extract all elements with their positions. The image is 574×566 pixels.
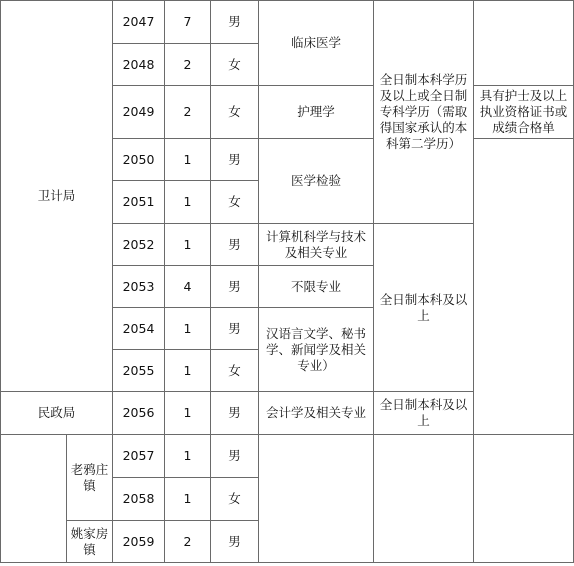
gender: 女 xyxy=(211,86,259,139)
major-cs: 计算机科学与技术及相关专业 xyxy=(259,224,374,266)
other-empty xyxy=(474,1,574,86)
other-empty xyxy=(474,435,574,563)
position-code: 2056 xyxy=(113,392,165,435)
hire-count: 1 xyxy=(165,308,211,350)
position-code: 2058 xyxy=(113,478,165,521)
major-nursing: 护理学 xyxy=(259,86,374,139)
position-code: 2048 xyxy=(113,44,165,86)
education-medical: 全日制本科学历及以上或全日制专科学历（需取得国家承认的本科第二学历） xyxy=(374,1,474,224)
hire-count: 1 xyxy=(165,181,211,224)
unit-laoyazhuang: 老鸦庄镇 xyxy=(67,435,113,521)
hire-count: 1 xyxy=(165,478,211,521)
other-nurse-cert: 具有护士及以上执业资格证书或成绩合格单 xyxy=(474,86,574,139)
unit-weijiju: 卫计局 xyxy=(1,1,113,392)
hire-count: 4 xyxy=(165,266,211,308)
position-code: 2052 xyxy=(113,224,165,266)
major-empty xyxy=(259,435,374,563)
gender: 女 xyxy=(211,478,259,521)
gender: 男 xyxy=(211,266,259,308)
position-code: 2051 xyxy=(113,181,165,224)
position-code: 2057 xyxy=(113,435,165,478)
gender: 男 xyxy=(211,308,259,350)
gender: 女 xyxy=(211,350,259,392)
gender: 男 xyxy=(211,435,259,478)
hire-count: 2 xyxy=(165,44,211,86)
hire-count: 1 xyxy=(165,392,211,435)
gender: 男 xyxy=(211,521,259,563)
education-empty xyxy=(374,435,474,563)
gender: 女 xyxy=(211,181,259,224)
unit-minzhengju: 民政局 xyxy=(1,392,113,435)
position-code: 2053 xyxy=(113,266,165,308)
position-code: 2050 xyxy=(113,139,165,181)
unit-yaojiafang: 姚家房镇 xyxy=(67,521,113,563)
position-code: 2059 xyxy=(113,521,165,563)
education-bachelor: 全日制本科及以上 xyxy=(374,224,474,392)
hire-count: 1 xyxy=(165,435,211,478)
position-code: 2047 xyxy=(113,1,165,44)
gender: 男 xyxy=(211,1,259,44)
other-empty xyxy=(474,139,574,435)
gender: 女 xyxy=(211,44,259,86)
hire-count: 7 xyxy=(165,1,211,44)
education-bachelor: 全日制本科及以上 xyxy=(374,392,474,435)
major-chinese: 汉语言文学、秘书学、新闻学及相关专业） xyxy=(259,308,374,392)
hire-count: 1 xyxy=(165,139,211,181)
hire-count: 1 xyxy=(165,224,211,266)
gender: 男 xyxy=(211,139,259,181)
hire-count: 1 xyxy=(165,350,211,392)
major-accounting: 会计学及相关专业 xyxy=(259,392,374,435)
unit-blank xyxy=(1,435,67,563)
hire-count: 2 xyxy=(165,521,211,563)
gender: 男 xyxy=(211,392,259,435)
position-code: 2049 xyxy=(113,86,165,139)
major-lab: 医学检验 xyxy=(259,139,374,224)
table-row xyxy=(1,1,574,44)
table-row xyxy=(1,435,574,478)
major-clinical: 临床医学 xyxy=(259,1,374,86)
position-code: 2054 xyxy=(113,308,165,350)
gender: 男 xyxy=(211,224,259,266)
hire-count: 2 xyxy=(165,86,211,139)
position-code: 2055 xyxy=(113,350,165,392)
major-any: 不限专业 xyxy=(259,266,374,308)
